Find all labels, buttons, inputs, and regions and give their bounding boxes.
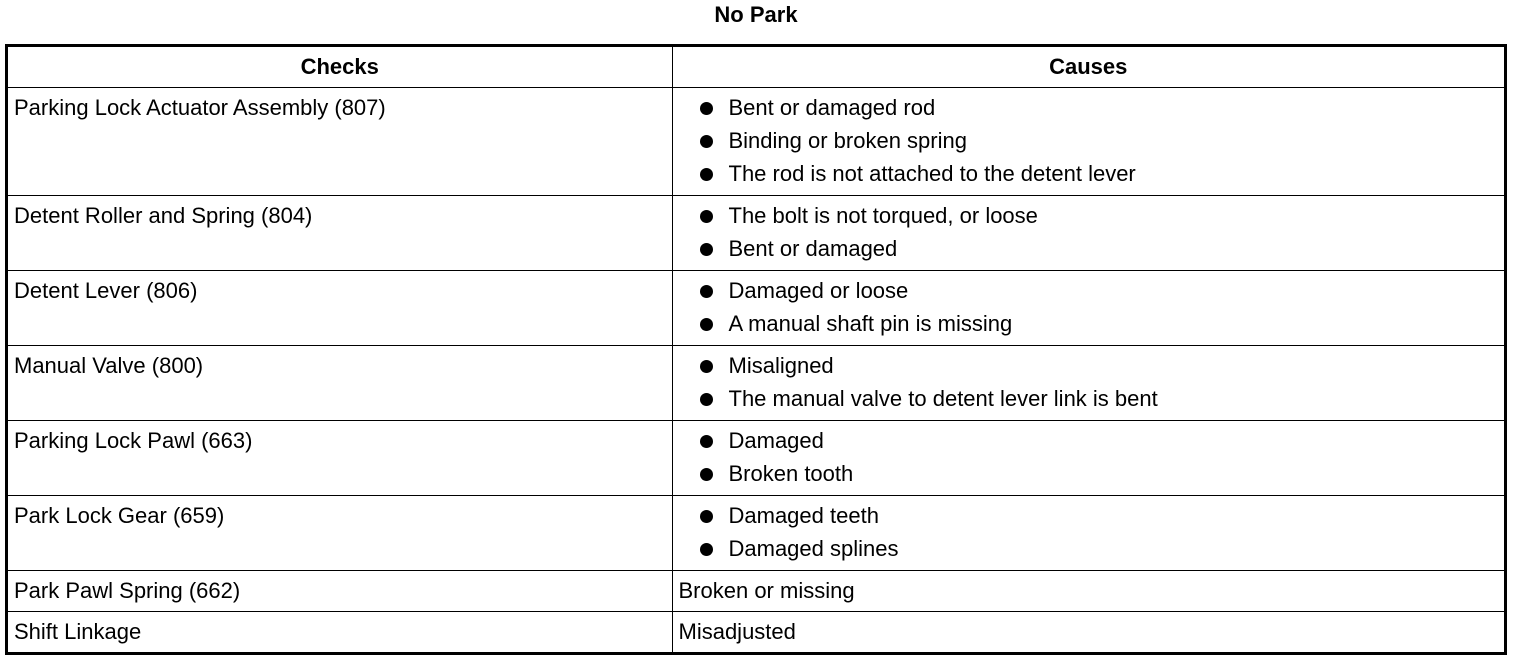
check-cell: Manual Valve (800) [8,346,672,421]
cause-text: A manual shaft pin is missing [728,311,1013,336]
cause-list [679,92,1499,191]
cause-text: Broken or missing [678,578,855,603]
bullet-icon [700,168,713,181]
diagnosis-table-container [5,44,1507,655]
header-causes: Causes [672,47,1504,88]
bullet-icon [700,435,713,448]
cause-text: Damaged teeth [728,503,879,528]
cause-text: Damaged [728,428,824,453]
cause-text: Broken tooth [728,461,854,486]
cause-text: Bent or damaged [728,236,898,261]
list-item [679,533,1499,566]
causes-cell [672,496,1504,571]
cause-text: Misadjusted [678,619,796,644]
list-item [679,275,1499,308]
cause-list [679,425,1499,491]
list-item [679,158,1499,191]
document-title: No Park [714,2,798,27]
bullet-icon [700,135,713,148]
bullet-icon [700,102,713,115]
causes-cell [672,271,1504,346]
bullet-icon [700,468,713,481]
bullet-icon [700,318,713,331]
list-item [679,350,1499,383]
cause-text: The manual valve to detent lever link is bent [728,386,1158,411]
causes-cell [672,346,1504,421]
cause-list [679,275,1499,341]
list-item [679,383,1499,416]
table-row [8,88,1504,196]
cause-list [679,200,1499,266]
cause-list [679,350,1499,416]
check-cell: Parking Lock Actuator Assembly (807) [8,88,672,196]
list-item [679,92,1499,125]
list-item [679,308,1499,341]
list-item [679,425,1499,458]
table-row [8,346,1504,421]
diagnosis-table [8,47,1504,652]
check-cell: Shift Linkage [8,612,672,653]
table-row [8,612,1504,653]
causes-cell [672,571,1504,612]
list-item [679,125,1499,158]
cause-text: Damaged or loose [728,278,909,303]
check-cell: Detent Roller and Spring (804) [8,196,672,271]
check-cell: Parking Lock Pawl (663) [8,421,672,496]
table-row [8,571,1504,612]
cause-list [679,500,1499,566]
list-item [679,200,1499,233]
table-row [8,496,1504,571]
bullet-icon [700,393,713,406]
check-cell: Detent Lever (806) [8,271,672,346]
bullet-icon [700,285,713,298]
bullet-icon [700,543,713,556]
check-cell: Park Lock Gear (659) [8,496,672,571]
table-row [8,421,1504,496]
bullet-icon [700,210,713,223]
cause-text: Damaged splines [728,536,899,561]
bullet-icon [700,243,713,256]
bullet-icon [700,510,713,523]
list-item [679,500,1499,533]
causes-cell [672,421,1504,496]
causes-cell [672,612,1504,653]
table-row [8,271,1504,346]
causes-cell [672,196,1504,271]
table-row [8,196,1504,271]
bullet-icon [700,360,713,373]
cause-text: Bent or damaged rod [728,95,936,120]
list-item [679,233,1499,266]
cause-text: The rod is not attached to the detent lever [728,161,1136,186]
header-checks: Checks [8,47,672,88]
cause-text: The bolt is not torqued, or loose [728,203,1038,228]
cause-text: Misaligned [728,353,834,378]
table-header-row [8,47,1504,88]
causes-cell [672,88,1504,196]
list-item [679,458,1499,491]
check-cell: Park Pawl Spring (662) [8,571,672,612]
cause-text: Binding or broken spring [728,128,967,153]
